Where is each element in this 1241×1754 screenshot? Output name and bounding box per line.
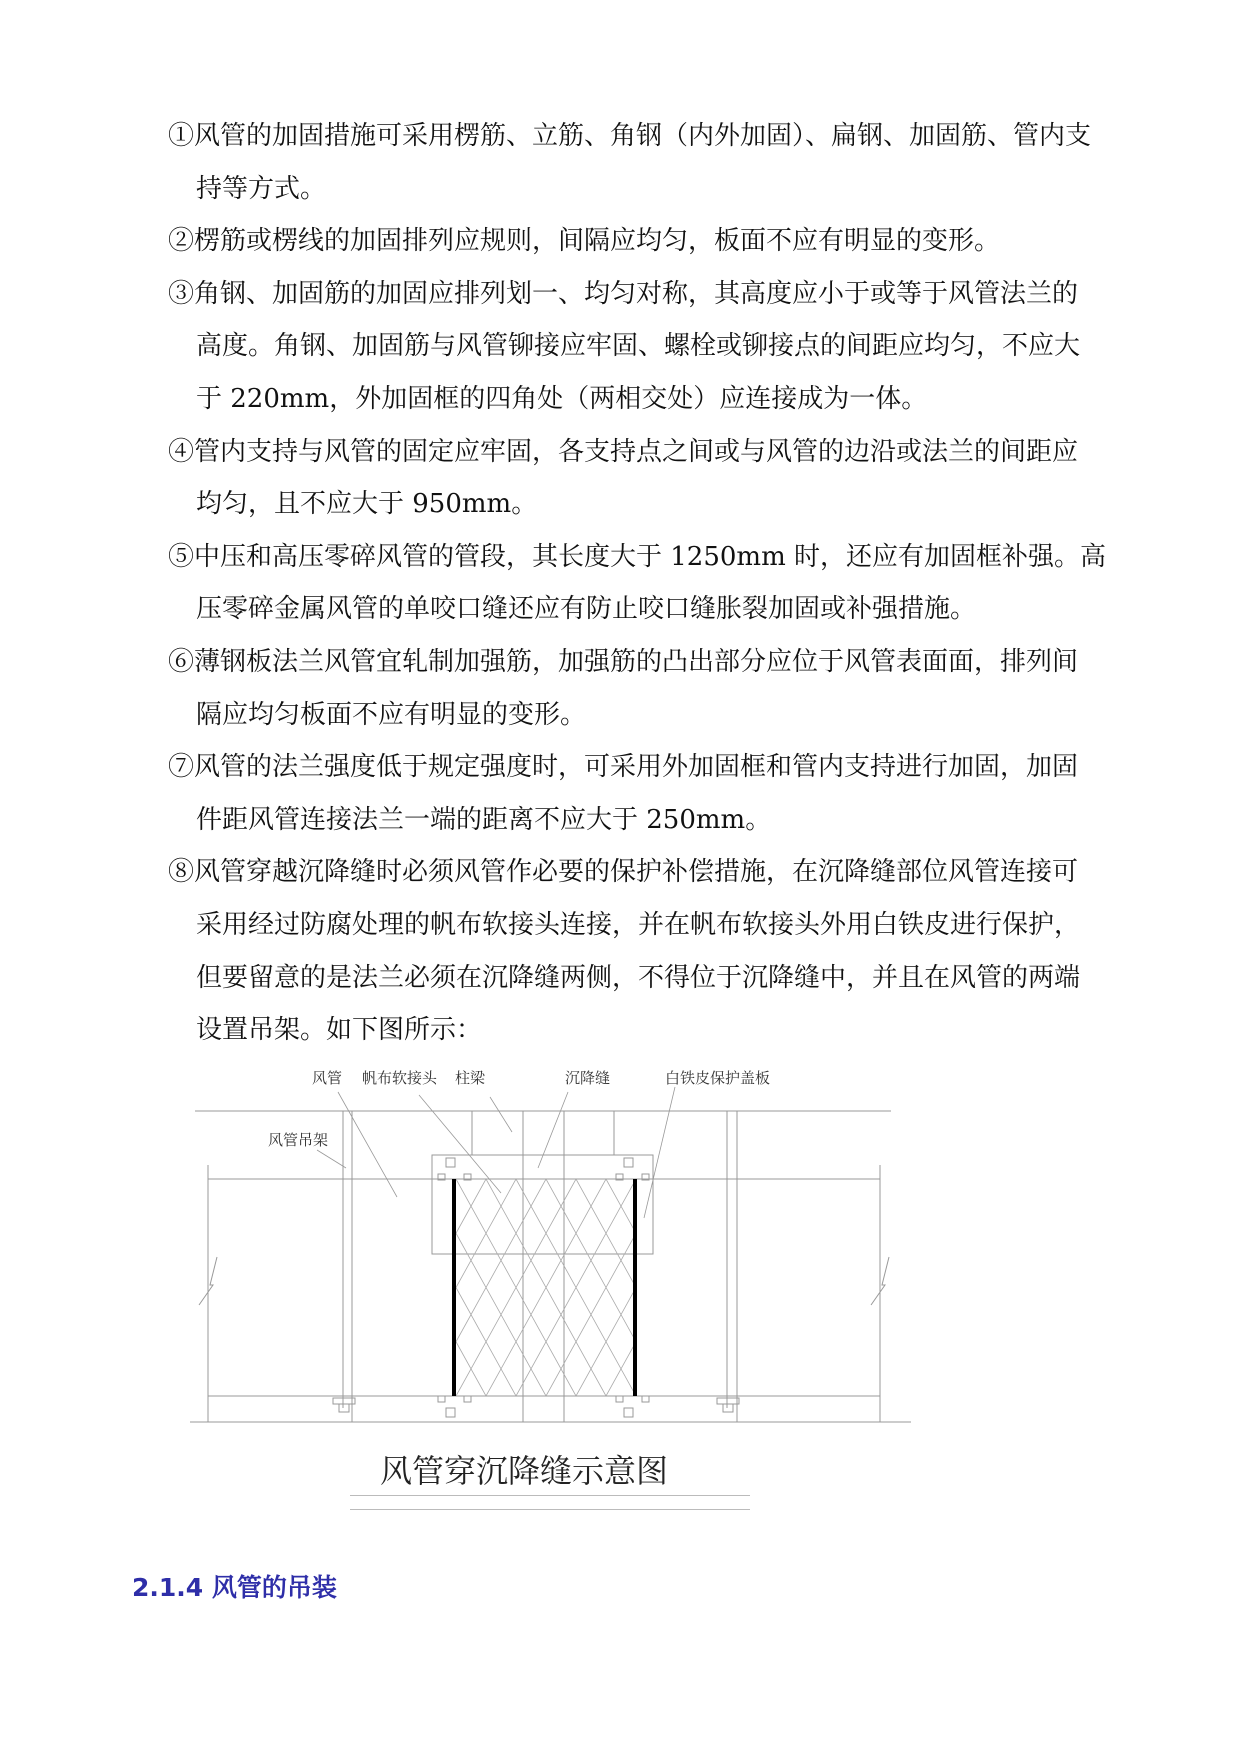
mesh-line xyxy=(636,1179,756,1396)
label-column-beam: 柱梁 xyxy=(455,1069,486,1087)
mesh-line xyxy=(816,1179,936,1396)
paragraph-line: 采用经过防腐处理的帆布软接头连接，并在帆布软接头外用白铁皮进行保护， xyxy=(196,909,1081,940)
paragraph-line: ④管内支持与风管的固定应牢固，各支持点之间或与风管的边沿或法兰的间距应 xyxy=(168,436,1079,467)
mesh-line xyxy=(846,1179,966,1396)
paragraph-line: ⑧风管穿越沉降缝时必须风管作必要的保护补偿措施，在沉降缝部位风管连接可 xyxy=(168,857,1079,888)
mesh-line xyxy=(726,1179,846,1396)
paragraph-line: ③角钢、加固筋的加固应排列划一、均匀对称，其高度应小于或等于风管法兰的 xyxy=(168,278,1079,309)
hanger-left xyxy=(333,1111,355,1422)
paragraph-line: 件距风管连接法兰一端的距离不应大于 250mm。 xyxy=(196,804,772,835)
mesh-line xyxy=(666,1179,786,1396)
mesh-line xyxy=(336,1179,456,1396)
mesh-line xyxy=(216,1179,336,1396)
mesh-line xyxy=(696,1179,816,1396)
paragraph-line: ⑤中压和高压零碎风管的管段，其长度大于 1250mm 时，还应有加固框补强。高 xyxy=(168,541,1107,572)
paragraph-line: 设置吊架。如下图所示： xyxy=(196,1015,483,1046)
paragraph-line: ⑦风管的法兰强度低于规定强度时，可采用外加固框和管内支持进行加固，加固 xyxy=(168,752,1079,783)
figure-caption: 风管穿沉降缝示意图 xyxy=(380,1452,669,1490)
paragraph-line: 持等方式。 xyxy=(196,173,327,204)
hanger-right xyxy=(717,1111,739,1422)
mesh-line xyxy=(786,1179,906,1396)
mesh-line xyxy=(726,1179,846,1396)
mesh-line xyxy=(246,1179,366,1396)
mesh-line xyxy=(756,1179,876,1396)
paragraph-line: 隔应均匀板面不应有明显的变形。 xyxy=(196,699,587,730)
paragraph-line: ①风管的加固措施可采用楞筋、立筋、角钢（内外加固）、扁钢、加固筋、管内支 xyxy=(168,121,1092,151)
paragraph-line: 于 220mm，外加固框的四角处（两相交处）应连接成为一体。 xyxy=(196,383,928,414)
mesh-line xyxy=(786,1179,906,1396)
paragraph-line: 但要留意的是法兰必须在沉降缝两侧，不得位于沉降缝中，并且在风管的两端 xyxy=(196,962,1081,993)
mesh-line xyxy=(636,1179,756,1396)
mesh-line xyxy=(216,1179,336,1396)
mesh-line xyxy=(276,1179,396,1396)
mesh-line xyxy=(276,1179,396,1396)
flange-bolts xyxy=(438,1158,649,1417)
structure-lines xyxy=(190,1111,911,1422)
mesh-line xyxy=(306,1179,426,1396)
label-cover-plate: 白铁皮保护盖板 xyxy=(665,1069,771,1087)
canvas-joint-mesh xyxy=(216,1179,966,1396)
mesh-line xyxy=(336,1179,456,1396)
mesh-line xyxy=(756,1179,876,1396)
mesh-line xyxy=(816,1179,936,1396)
paragraph-line: 高度。角钢、加固筋与风管铆接应牢固、螺栓或铆接点的间距应均匀，不应大 xyxy=(196,331,1081,362)
mesh-line xyxy=(246,1179,366,1396)
label-duct-hanger: 风管吊架 xyxy=(268,1131,329,1149)
paragraph-line: 均匀，且不应大于 950mm。 xyxy=(196,489,538,520)
section-heading: 2.1.4 风管的吊装 xyxy=(132,1573,337,1602)
paragraph-line: 压零碎金属风管的单咬口缝还应有防止咬口缝胀裂加固或补强措施。 xyxy=(196,594,977,625)
label-settlement-joint: 沉降缝 xyxy=(565,1069,611,1087)
leader-lines xyxy=(317,1087,675,1218)
label-canvas-joint: 帆布软接头 xyxy=(362,1069,438,1087)
paragraph-line: ②楞筋或楞线的加固排列应规则，间隔应均匀，板面不应有明显的变形。 xyxy=(168,226,1001,257)
mesh-line xyxy=(696,1179,816,1396)
caption-underline xyxy=(350,1495,750,1496)
mesh-line xyxy=(306,1179,426,1396)
label-duct: 风管 xyxy=(312,1069,343,1087)
paragraph-line: ⑥薄钢板法兰风管宜轧制加强筋，加强筋的凸出部分应位于风管表面面，排列间 xyxy=(168,646,1079,677)
column-beam xyxy=(472,1111,614,1155)
caption-underline-2 xyxy=(350,1509,750,1510)
mesh-line xyxy=(846,1179,966,1396)
mesh-line xyxy=(666,1179,786,1396)
